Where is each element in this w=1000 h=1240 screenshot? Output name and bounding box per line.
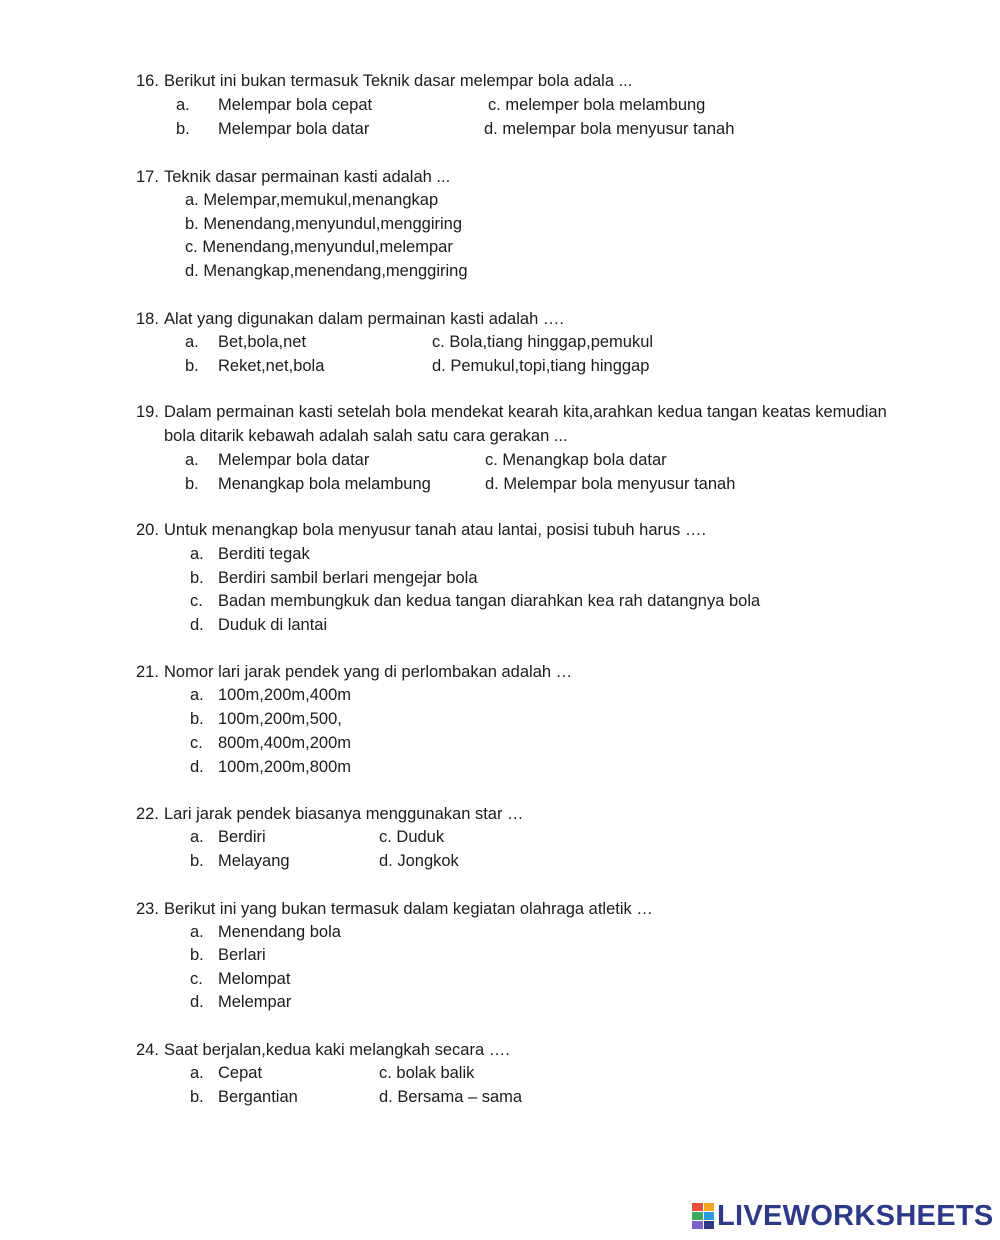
option-a: a. Cepat xyxy=(190,1064,263,1082)
question-text: Untuk menangkap bola menyusur tanah atau lantai, posisi tubuh harus …. xyxy=(164,521,707,539)
option-a: a. Menendang bola xyxy=(190,923,341,941)
question-24 xyxy=(136,1038,896,1062)
question-number: 24. xyxy=(136,1041,159,1059)
option-a: a. Melempar bola cepat xyxy=(176,96,373,114)
option-b: b. Berdiri sambil berlari mengejar bola xyxy=(190,569,478,587)
question-text: Teknik dasar permainan kasti adalah ... xyxy=(164,168,451,186)
option-d: d. Melempar bola menyusur tanah xyxy=(485,475,736,493)
option-a: a. Berdiri xyxy=(190,828,266,846)
question-number: 16. xyxy=(136,72,159,90)
question-text: Berikut ini yang bukan termasuk dalam kegiatan olahraga atletik … xyxy=(164,900,653,918)
question-17 xyxy=(136,165,896,189)
option-c: c. Bola,tiang hinggap,pemukul xyxy=(432,333,654,351)
option-d: d. Duduk di lantai xyxy=(190,616,328,634)
liveworksheets-logo-icon xyxy=(692,1203,714,1229)
question-number: 23. xyxy=(136,900,159,918)
option-b: b. 100m,200m,500, xyxy=(190,710,342,728)
option-d: d. Pemukul,topi,tiang hinggap xyxy=(432,357,650,375)
question-19 xyxy=(136,400,896,448)
option-d: d. Menangkap,menendang,menggiring xyxy=(185,262,468,280)
question-16 xyxy=(136,69,896,93)
option-b: b. Bergantian xyxy=(190,1088,298,1106)
question-number: 22. xyxy=(136,805,159,823)
option-b: b. Menangkap bola melambung xyxy=(185,475,431,493)
option-a: a. Melempar bola datar xyxy=(185,451,370,469)
liveworksheets-logo xyxy=(692,1198,994,1234)
question-number: 19. xyxy=(136,403,159,421)
logo-text: LIVEWORKSHEETS xyxy=(717,1199,994,1232)
option-c: c. melemper bola melambung xyxy=(488,96,706,114)
option-a: a. Berditi tegak xyxy=(190,545,310,563)
option-b: b. Reket,net,bola xyxy=(185,357,325,375)
question-20 xyxy=(136,518,896,542)
question-23 xyxy=(136,897,896,921)
option-b: b. Melayang xyxy=(190,852,290,870)
option-b: b. Melempar bola datar xyxy=(176,120,370,138)
option-c: c. Melompat xyxy=(190,970,291,988)
question-text: Alat yang digunakan dalam permainan kasti adalah …. xyxy=(164,310,564,328)
option-a: a. Bet,bola,net xyxy=(185,333,307,351)
question-text: Dalam permainan kasti setelah bola mendekat kearah kita,arahkan kedua tangan keatas kemudian bola ditarik kebawah adalah salah satu cara gerakan ... xyxy=(164,403,887,445)
question-text: Berikut ini bukan termasuk Teknik dasar melempar bola adala ... xyxy=(164,72,633,90)
question-number: 21. xyxy=(136,663,159,681)
option-c: c. Badan membungkuk dan kedua tangan diarahkan kea rah datangnya bola xyxy=(190,592,761,610)
question-text: Nomor lari jarak pendek yang di perlombakan adalah … xyxy=(164,663,573,681)
option-a: a. 100m,200m,400m xyxy=(190,686,351,704)
question-text: Lari jarak pendek biasanya menggunakan star … xyxy=(164,805,524,823)
option-d: d. Melempar xyxy=(190,993,292,1011)
option-d: d. melempar bola menyusur tanah xyxy=(484,120,735,138)
question-number: 20. xyxy=(136,521,159,539)
option-c: c. 800m,400m,200m xyxy=(190,734,351,752)
option-c: c. bolak balik xyxy=(379,1064,475,1082)
option-b: b. Menendang,menyundul,menggiring xyxy=(185,215,463,233)
option-d: d. Bersama – sama xyxy=(379,1088,523,1106)
option-c: c. Menangkap bola datar xyxy=(485,451,667,469)
question-text: Saat berjalan,kedua kaki melangkah secara …. xyxy=(164,1041,510,1059)
option-d: d. 100m,200m,800m xyxy=(190,758,351,776)
question-number: 18. xyxy=(136,310,159,328)
option-a: a. Melempar,memukul,menangkap xyxy=(185,191,439,209)
question-18 xyxy=(136,307,896,331)
option-c: c. Duduk xyxy=(379,828,445,846)
question-number: 17. xyxy=(136,168,159,186)
option-c: c. Menendang,menyundul,melempar xyxy=(185,238,453,256)
question-21 xyxy=(136,660,896,684)
option-d: d. Jongkok xyxy=(379,852,459,870)
question-22 xyxy=(136,802,896,826)
option-b: b. Berlari xyxy=(190,946,266,964)
